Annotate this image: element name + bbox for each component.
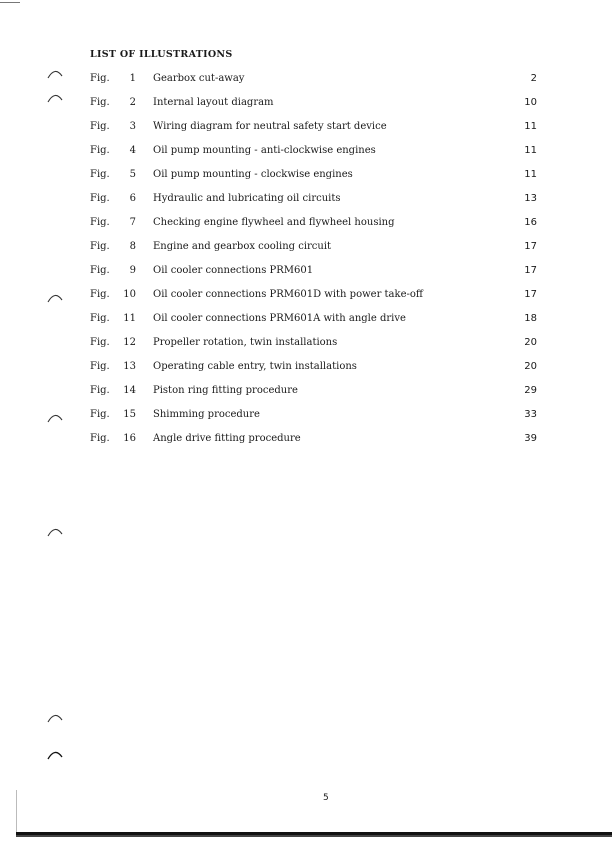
fig-title: Checking engine flywheel and flywheel housing (153, 217, 395, 228)
list-item (90, 432, 540, 456)
list-item (90, 312, 540, 336)
fig-page: 11 (524, 121, 537, 132)
page-number: 5 (323, 793, 329, 803)
fig-number: 10 (123, 289, 136, 300)
fig-label: Fig. (90, 217, 110, 228)
fig-number: 16 (123, 433, 136, 444)
fig-page: 16 (524, 217, 537, 228)
list-item (90, 144, 540, 168)
fig-label: Fig. (90, 337, 110, 348)
fig-number: 4 (129, 145, 136, 156)
fig-page: 10 (524, 97, 537, 108)
fig-number: 15 (123, 409, 136, 420)
fig-page: 2 (530, 73, 537, 84)
fig-title: Gearbox cut-away (153, 73, 245, 84)
fig-page: 17 (524, 289, 537, 300)
page-title: LIST OF ILLUSTRATIONS (90, 49, 233, 60)
list-item (90, 384, 540, 408)
fig-title: Oil pump mounting - clockwise engines (153, 169, 353, 180)
fig-label: Fig. (90, 385, 110, 396)
fig-number: 9 (129, 265, 136, 276)
fig-page: 17 (524, 265, 537, 276)
list-item (90, 408, 540, 432)
punch-hole-arc-icon (46, 90, 64, 104)
fig-page: 33 (524, 409, 537, 420)
fig-number: 13 (123, 361, 136, 372)
fig-label: Fig. (90, 73, 110, 84)
fig-number: 14 (123, 385, 136, 396)
list-item (90, 336, 540, 360)
fig-label: Fig. (90, 433, 110, 444)
fig-title: Operating cable entry, twin installations (153, 361, 357, 372)
fig-title: Oil cooler connections PRM601D with power take-off (153, 289, 423, 300)
punch-hole-arc-icon (46, 66, 64, 80)
fig-title: Wiring diagram for neutral safety start device (153, 121, 387, 132)
fig-label: Fig. (90, 361, 110, 372)
fig-title: Engine and gearbox cooling circuit (153, 241, 332, 252)
list-item (90, 288, 540, 312)
list-item (90, 240, 540, 264)
fig-number: 3 (129, 121, 136, 132)
illustrations-list (90, 72, 540, 456)
fig-page: 39 (524, 433, 537, 444)
fig-label: Fig. (90, 169, 110, 180)
fig-title: Oil cooler connections PRM601A with angle drive (153, 313, 406, 324)
list-item (90, 216, 540, 240)
fig-title: Oil pump mounting - anti-clockwise engines (153, 145, 376, 156)
fig-title: Propeller rotation, twin installations (153, 337, 338, 348)
fig-label: Fig. (90, 97, 110, 108)
fig-title: Shimming procedure (153, 409, 260, 420)
fig-page: 20 (524, 361, 537, 372)
fig-title: Angle drive fitting procedure (153, 433, 301, 444)
fig-label: Fig. (90, 193, 110, 204)
list-item (90, 72, 540, 96)
scan-bottom-edge-shadow (16, 835, 612, 837)
fig-title: Oil cooler connections PRM601 (153, 265, 314, 276)
fig-page: 11 (524, 145, 537, 156)
fig-label: Fig. (90, 289, 110, 300)
punch-hole-arc-icon (46, 524, 64, 538)
fig-label: Fig. (90, 121, 110, 132)
fig-label: Fig. (90, 145, 110, 156)
fig-page: 18 (524, 313, 537, 324)
fig-label: Fig. (90, 409, 110, 420)
fig-number: 7 (129, 217, 136, 228)
fig-number: 6 (129, 193, 136, 204)
list-item (90, 120, 540, 144)
punch-hole-arc-icon (46, 290, 64, 304)
fig-page: 11 (524, 169, 537, 180)
fig-label: Fig. (90, 241, 110, 252)
fig-page: 29 (524, 385, 537, 396)
list-item (90, 192, 540, 216)
list-item (90, 96, 540, 120)
fig-title: Internal layout diagram (153, 97, 274, 108)
fig-number: 11 (123, 313, 136, 324)
fig-number: 8 (129, 241, 136, 252)
fig-label: Fig. (90, 265, 110, 276)
fig-label: Fig. (90, 313, 110, 324)
fig-number: 2 (129, 97, 136, 108)
scan-edge-mark (0, 2, 20, 3)
fig-page: 17 (524, 241, 537, 252)
list-item (90, 360, 540, 384)
fig-number: 1 (129, 73, 136, 84)
fig-title: Hydraulic and lubricating oil circuits (153, 193, 341, 204)
fig-number: 12 (123, 337, 136, 348)
fig-title: Piston ring fitting procedure (153, 385, 298, 396)
fig-number: 5 (129, 169, 136, 180)
punch-hole-arc-icon (46, 747, 64, 761)
list-item (90, 264, 540, 288)
scan-edge-line (16, 790, 17, 835)
fig-page: 13 (524, 193, 537, 204)
punch-hole-arc-icon (46, 710, 64, 724)
list-item (90, 168, 540, 192)
fig-page: 20 (524, 337, 537, 348)
punch-hole-arc-icon (46, 410, 64, 424)
